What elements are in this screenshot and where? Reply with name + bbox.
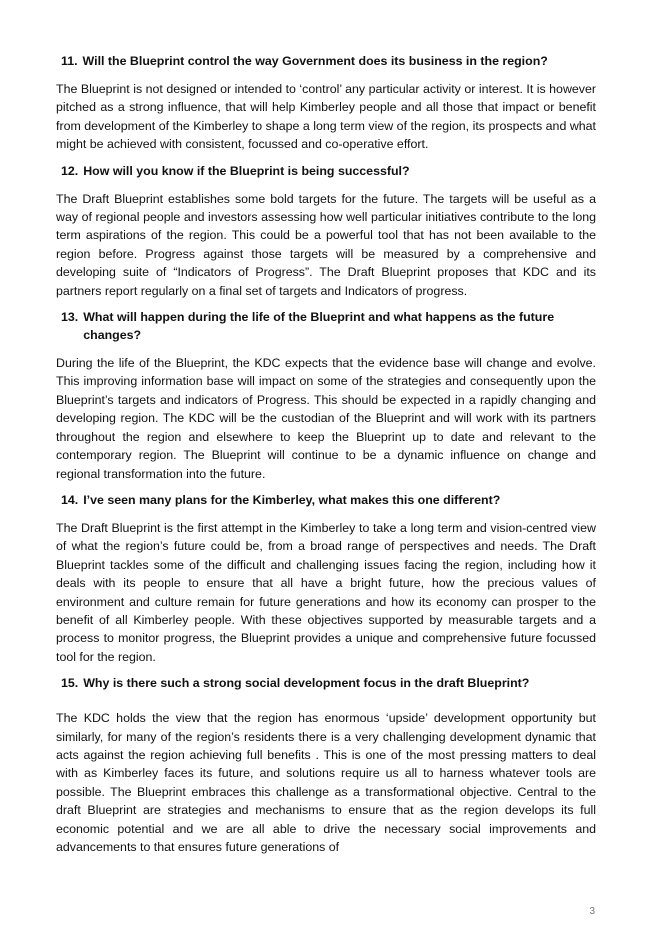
answer-paragraph: The Blueprint is not designed or intended to ‘control’ any particular activity or interest. It is however pitched as a strong influence, that will help Kimberley people and all those that impact or benefit from development of the Kimberley to shape a long term view of the region, its prospects and what might be achieved with consistent, focussed and co-operative effort. [56, 82, 596, 152]
page-number: 3 [589, 906, 595, 917]
document-page [56, 52, 596, 864]
question-number: 11. [61, 54, 78, 68]
faq-item-14 [56, 491, 596, 666]
answer-paragraph: The Draft Blueprint establishes some bold targets for the future. The targets will be useful as a way of regional people and investors assessing how well particular initiatives contribute to the long term aspirations of the region. This could be a powerful tool that has not been available to the region before. Progress against those targets will be measured by a comprehensive and developing suite of “Indicators of Progress”. The Draft Blueprint proposes that KDC and its partners report regularly on a final set of targets and Indicators of progress. [56, 191, 596, 298]
question-heading [56, 52, 596, 70]
answer-paragraph: The Draft Blueprint is the first attempt in the Kimberley to take a long term and vision-centred view of what the region’s future could be, from a broad range of perspectives and needs. The Draft Blueprint tackles some of the difficult and challenging issues facing the region, including how it deals with its people to ensure that all have a bright future, how the precious values of environment and culture remain for future generations and how its economy can prosper to the benefit of all Kimberley people. With these objectives supported by measurable targets and a process to monitor progress, the Blueprint provides a unique and comprehensive future focussed tool for the region. [56, 520, 596, 664]
question-text: Why is there such a strong social development focus in the draft Blueprint? [83, 676, 530, 691]
question-text: What will happen during the life of the Blueprint and what happens as the future changes? [83, 310, 555, 343]
faq-item-12 [56, 162, 596, 300]
question-text: Will the Blueprint control the way Government does its business in the region? [82, 54, 548, 68]
question-text: How will you know if the Blueprint is being successful? [83, 163, 410, 178]
faq-item-15 [56, 674, 596, 856]
faq-item-11 [56, 52, 596, 154]
question-number: 14. [61, 492, 79, 507]
question-text: I’ve seen many plans for the Kimberley, what makes this one different? [83, 492, 501, 507]
answer-paragraph: The KDC holds the view that the region has enormous ‘upside’ development opportunity but similarly, for many of the region’s residents there is a very challenging development dynamic that acts against the region achieving full benefits . This is one of the most pressing matters to deal with as Kimberley faces its future, and solutions require us all to harness whatever tools are possible. The Blueprint embraces this challenge as a transformational objective. Central to the draft Blueprint are strategies and mechanisms to ensure that as the region develops its full economic potential and we are all able to drive the necessary social improvements and advancements to that ensures future generations of [56, 711, 596, 854]
answer-paragraph: During the life of the Blueprint, the KDC expects that the evidence base will change and evolve. This improving information base will impact on some of the strategies and consequently upon the Blueprint’s targets and indicators of Progress. This should be expected in a rapidly changing and developing region. The KDC will be the custodian of the Blueprint and will work with its partners throughout the region and elsewhere to keep the Blueprint up to date and relevant to the contemporary region. The Blueprint will continue to be a dynamic influence on change and regional transformation into the future. [56, 356, 596, 481]
question-number: 12. [61, 163, 79, 178]
question-heading [56, 162, 596, 180]
question-number: 15. [61, 676, 79, 691]
faq-item-13 [56, 308, 596, 483]
question-heading [56, 308, 596, 344]
question-heading [56, 491, 596, 509]
question-heading [56, 674, 596, 692]
question-number: 13. [61, 310, 79, 325]
